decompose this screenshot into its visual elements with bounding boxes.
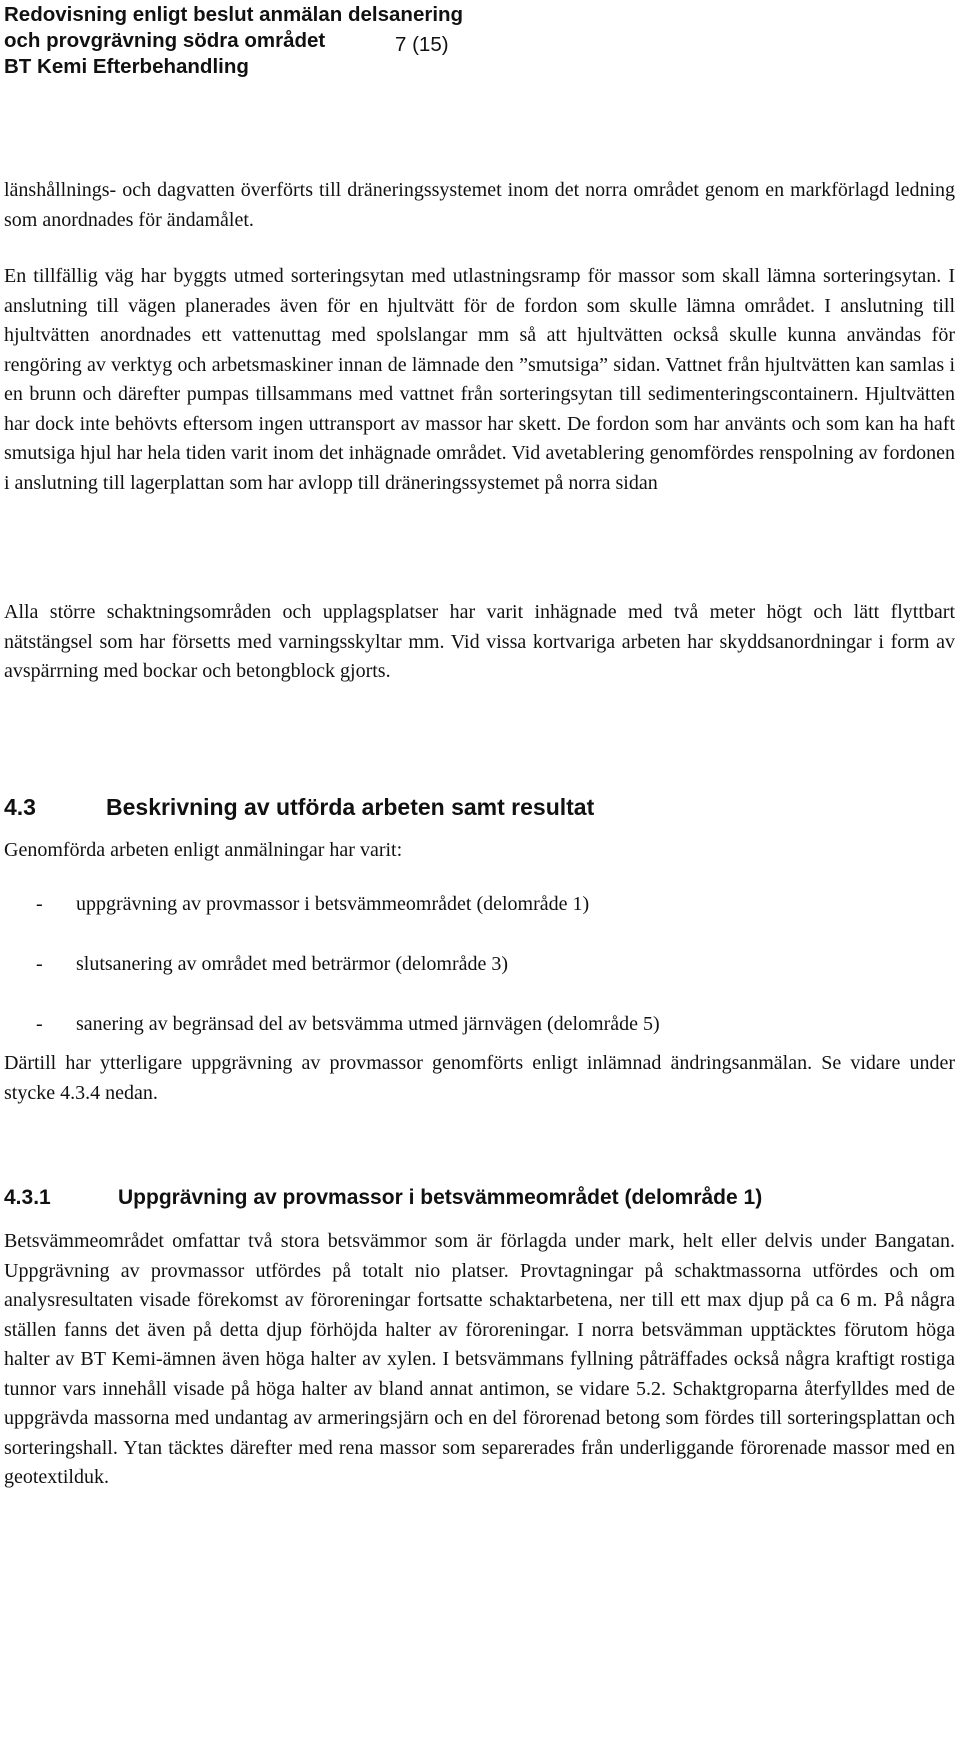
list-item-text: slutsanering av området med beträrmor (delområde 3) [76,953,509,975]
subsection-number: 4.3.1 [4,1186,51,1209]
header-title-line-2: och provgrävning södra området [4,29,326,52]
header-title-line-1: Redovisning enligt beslut anmälan delsanering [4,3,464,26]
list-item [4,950,508,980]
section-heading-4-3-1 [4,1184,762,1212]
paragraph-betsvamme-area: Betsvämmeområdet omfattar två stora betsvämmor som är förlagda under mark, helt eller delvis under Bangatan. Uppgrävning av provmassor utfördes på totalt nio platser. Provtagningar på schaktmassorna utfördes och om analysresultaten visade förekomst av föroreningar fortsatte schaktarbetena, ner till ett max djup på ca 6 m. På några ställen fanns det även på detta djup förhöjda halter av föroreningar. I norra betsvämman upptäcktes förutom höga halter av BT Kemi-ämnen även höga halter av xylen. I betsvämmans fyllning påträffades också några kraftigt rostiga tunnor vars innehåll visade på höga halter av bland annat antimon, se vidare 5.2. Schaktgroparna återfylldes med de uppgrävda massorna med undantag av armeringsjärn och en del förorenad betong som fördes till sorteringsplattan och sorteringshall. Ytan täcktes därefter med rena massor som separerades från underliggande förorenade massor med en geotextilduk. [4,1230,955,1488]
list-bullet: - [36,953,43,975]
page-number: 7 (15) [395,33,449,56]
list-item-text: uppgrävning av provmassor i betsvämmeområdet (delområde 1) [76,893,590,915]
section-heading-4-3 [4,793,594,821]
section-title: Beskrivning av utförda arbeten samt resultat [106,794,595,820]
section-number: 4.3 [4,794,36,820]
paragraph-fencing: Alla större schaktningsområden och upplagsplatser har varit inhägnade med två meter högt och lätt flyttbart nätstängsel som har försetts med varningsskyltar mm. Vid vissa kortvariga arbeten har skyddsanordningar i form av avspärrning med bockar och betongblock gjorts. [4,601,955,682]
list-item [4,1010,660,1040]
subsection-title: Uppgrävning av provmassor i betsvämmeområdet (delområde 1) [118,1186,763,1209]
list-item-text: sanering av begränsad del av betsvämma utmed järnvägen (delområde 5) [76,1013,660,1035]
list-bullet: - [36,893,43,915]
list-item [4,890,589,920]
paragraph-list-intro: Genomförda arbeten enligt anmälningar har varit: [4,839,403,861]
paragraph-additional-excavation: Därtill har ytterligare uppgrävning av provmassor genomförts enligt inlämnad ändringsanmälan. Se vidare under stycke 4.3.4 nedan. [4,1052,955,1104]
list-bullet: - [36,1013,43,1035]
paragraph-drainage: länshållnings- och dagvatten överförts till dräneringssystemet inom det norra området genom en markförlagd ledning som anordnades för ändamålet. [4,179,955,231]
page-header [4,2,704,80]
header-title-line-3: BT Kemi Efterbehandling [4,55,249,78]
paragraph-temporary-road: En tillfällig väg har byggts utmed sorteringsytan med utlastningsramp för massor som skall lämna sorteringsytan. I anslutning till vägen planerades även för en hjultvätt för de fordon som skulle lämna området. I anslutning till hjultvätten anordnades ett vattenuttag med spolslangar mm så att hjultvätten också skulle kunna användas för rengöring av verktyg och arbetsmaskiner innan de lämnade den ”smutsiga” sidan. Vattnet från hjultvätten kan samlas i en brunn och därefter pumpas tillsammans med vattnet från sorteringsytan till sedimenteringscontainern. Hjultvätten har dock inte behövts eftersom ingen uttransport av massor har skett. De fordon som har använts och som kan ha haft smutsiga hjul har hela tiden varit inom det inhägnade området. Vid avetablering genomfördes renspolning av fordonen i anslutning till lagerplattan som har avlopp till dräneringssystemet på norra sidan [4,265,955,494]
